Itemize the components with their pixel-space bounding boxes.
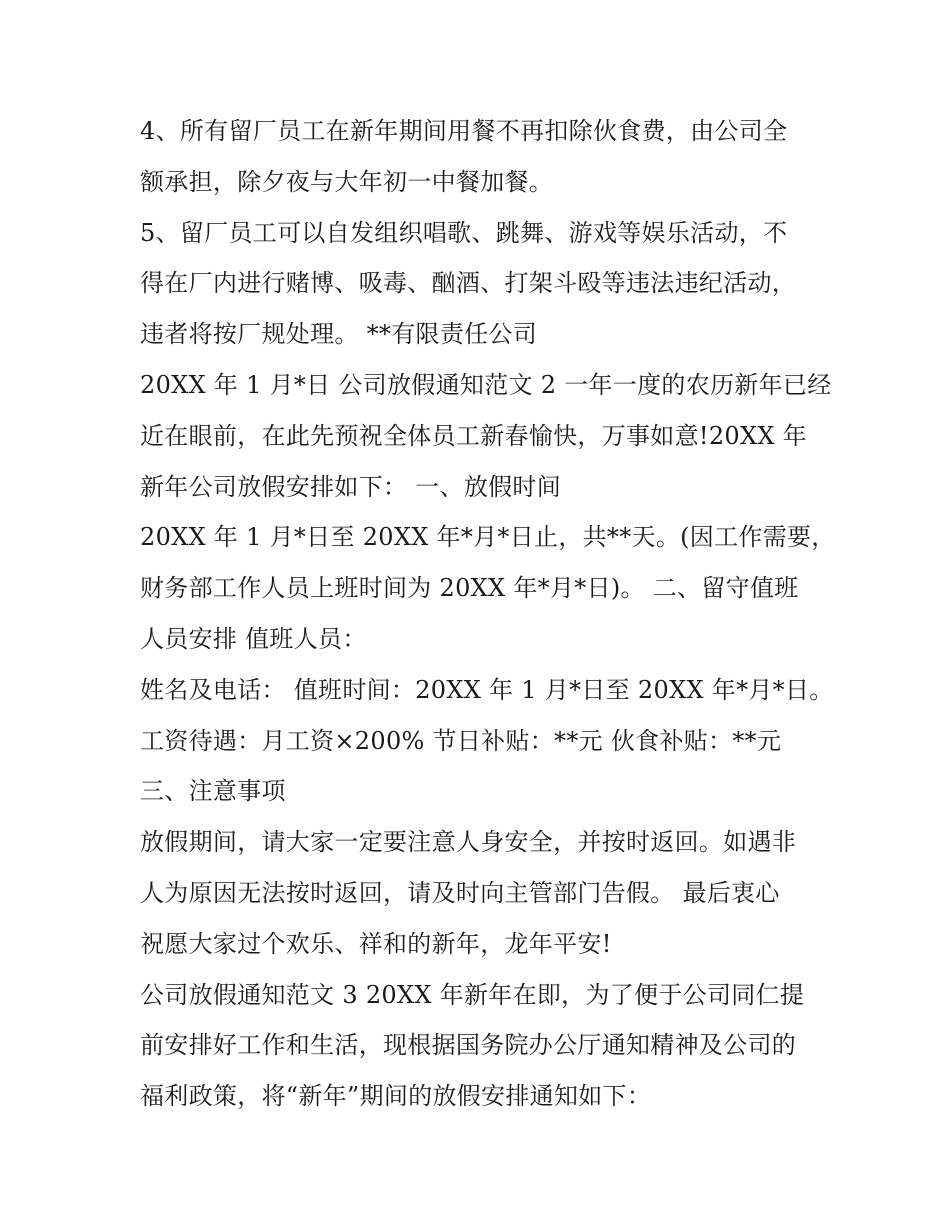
text-line-4: 得在厂内进行赌博、吸毒、酗酒、打架斗殴等违法违纪活动， [140, 269, 797, 298]
text-line-2: 额承担，除夕夜与大年初一中餐加餐。 [140, 167, 554, 196]
text-line-1: 4、所有留厂员工在新年期间用餐不再扣除伙食费，由公司全 [140, 117, 788, 145]
text-line-14: 三、注意事项 [140, 777, 286, 806]
text-line-9: 20XX 年 1 月*日至 20XX 年*月*日止，共**天。(因工作需要， [140, 523, 836, 552]
text-line-5: 违者将按厂规处理。 **有限责任公司 [140, 320, 538, 349]
text-line-10: 财务部工作人员上班时间为 20XX 年*月*日)。 二、留守值班 [140, 574, 799, 603]
text-line-19: 前安排好工作和生活，现根据国务院办公厅通知精神及公司的 [140, 1031, 797, 1060]
text-line-20: 福利政策，将“新年”期间的放假安排通知如下： [140, 1082, 652, 1111]
text-line-6: 20XX 年 1 月*日 公司放假通知范文 2 一年一度的农历新年已经 [140, 370, 832, 399]
text-line-16: 人为原因无法按时返回，请及时向主管部门告假。 最后衷心 [140, 878, 780, 907]
text-line-8: 新年公司放假安排如下： 一、放假时间 [140, 472, 562, 501]
text-line-17: 祝愿大家过个欢乐、祥和的新年，龙年平安! [140, 929, 612, 958]
text-line-7: 近在眼前，在此先预祝全体员工新春愉快，万事如意!20XX 年 [140, 421, 807, 450]
text-line-13: 工资待遇：月工资×200% 节日补贴：**元 伙食补贴：**元 [140, 726, 782, 755]
text-line-12: 姓名及电话： 值班时间：20XX 年 1 月*日至 20XX 年*月*日。 [140, 675, 834, 704]
text-line-15: 放假期间，请大家一定要注意人身安全，并按时返回。如遇非 [140, 828, 797, 857]
text-line-18: 公司放假通知范文 3 20XX 年新年在即，为了便于公司同仁提 [140, 980, 805, 1009]
document-body [140, 106, 836, 1122]
text-line-3: 5、留厂员工可以自发组织唱歌、跳舞、游戏等娱乐活动，不 [140, 218, 788, 247]
text-line-11: 人员安排 值班人员： [140, 624, 367, 653]
